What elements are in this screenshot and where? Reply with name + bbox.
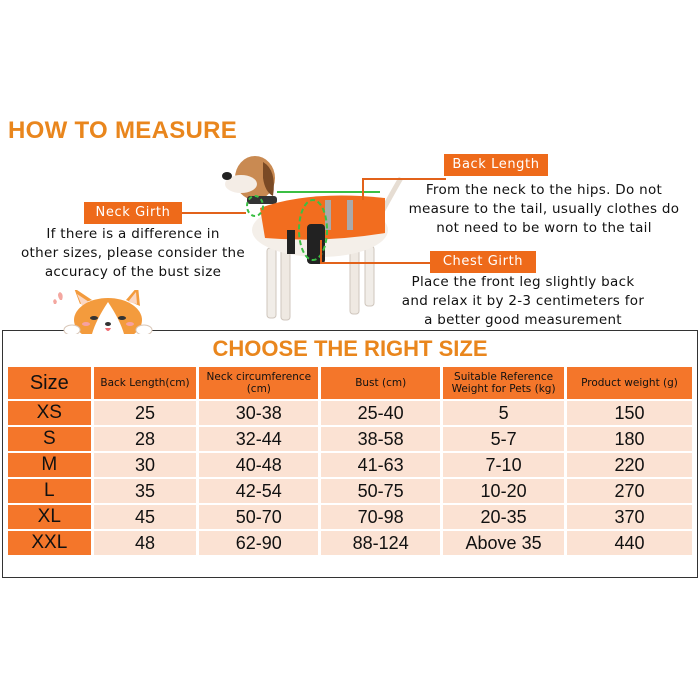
size-cell: XXL (8, 531, 91, 555)
chest-girth-line-1: Place the front leg slightly back (411, 274, 635, 290)
table-cell: 20-35 (443, 505, 564, 529)
back-length-line-2: measure to the tail, usually clothes do (408, 201, 680, 217)
back-length-tag: Back Length (444, 154, 548, 176)
col-header-bust: Bust (cm) (321, 367, 440, 399)
chest-girth-description (378, 273, 668, 330)
table-cell: 40-48 (199, 453, 318, 477)
table-cell: 62-90 (199, 531, 318, 555)
table-cell: 70-98 (321, 505, 440, 529)
chest-girth-leader-rise (320, 240, 322, 264)
neck-girth-line-1: If there is a difference in (46, 226, 220, 242)
table-cell: 370 (567, 505, 692, 529)
neck-girth-tag: Neck Girth (84, 202, 182, 224)
neck-girth-description (0, 225, 266, 282)
size-cell: XS (8, 401, 91, 425)
table-cell: 25-40 (321, 401, 440, 425)
table-cell: 35 (94, 479, 197, 503)
size-chart-heading: CHOOSE THE RIGHT SIZE (212, 336, 488, 361)
table-row (8, 453, 692, 477)
table-cell: 220 (567, 453, 692, 477)
table-cell: 10-20 (443, 479, 564, 503)
col-header-size: Size (8, 367, 91, 399)
neck-girth-line-2: other sizes, please consider the (20, 245, 246, 261)
back-length-line-1: From the neck to the hips. Do not (425, 182, 663, 198)
table-cell: 45 (94, 505, 197, 529)
table-row (8, 401, 692, 425)
size-table (5, 365, 695, 557)
table-cell: 32-44 (199, 427, 318, 451)
corgi-mascot-icon (52, 290, 172, 334)
table-row (8, 505, 692, 529)
size-cell: M (8, 453, 91, 477)
size-cell: L (8, 479, 91, 503)
table-cell: 30 (94, 453, 197, 477)
table-cell: 38-58 (321, 427, 440, 451)
col-header-back-length: Back Length(cm) (94, 367, 197, 399)
table-cell: 42-54 (199, 479, 318, 503)
neck-girth-leader (176, 212, 246, 214)
table-row (8, 427, 692, 451)
size-cell: XL (8, 505, 91, 529)
size-table-header-row (8, 367, 692, 399)
chest-girth-line-3: a better good measurement (424, 312, 622, 328)
back-length-line-3: not need to be worn to the tail (436, 220, 652, 236)
table-cell: Above 35 (443, 531, 564, 555)
table-cell: 28 (94, 427, 197, 451)
col-header-weight: Suitable Reference Weight for Pets (kg) (443, 367, 564, 399)
table-cell: 50-70 (199, 505, 318, 529)
chest-girth-tag: Chest Girth (430, 251, 536, 273)
table-row (8, 531, 692, 555)
table-cell: 270 (567, 479, 692, 503)
table-cell: 5-7 (443, 427, 564, 451)
back-length-leader-drop (362, 178, 364, 200)
page-title: HOW TO MEASURE (8, 117, 238, 144)
neck-girth-line-3: accuracy of the bust size (44, 264, 222, 280)
table-cell: 5 (443, 401, 564, 425)
table-cell: 7-10 (443, 453, 564, 477)
table-cell: 41-63 (321, 453, 440, 477)
table-cell: 50-75 (321, 479, 440, 503)
back-length-description (398, 181, 690, 238)
table-cell: 88-124 (321, 531, 440, 555)
table-cell: 150 (567, 401, 692, 425)
table-cell: 440 (567, 531, 692, 555)
table-cell: 48 (94, 531, 197, 555)
table-cell: 180 (567, 427, 692, 451)
back-length-leader (362, 178, 446, 180)
size-cell: S (8, 427, 91, 451)
table-cell: 25 (94, 401, 197, 425)
table-cell: 30-38 (199, 401, 318, 425)
size-chart-panel (2, 330, 698, 578)
chest-girth-leader (320, 262, 432, 264)
table-row (8, 479, 692, 503)
col-header-product-weight: Product weight (g) (567, 367, 692, 399)
col-header-neck: Neck circumference (cm) (199, 367, 318, 399)
chest-girth-line-2: and relax it by 2-3 centimeters for (401, 293, 645, 309)
